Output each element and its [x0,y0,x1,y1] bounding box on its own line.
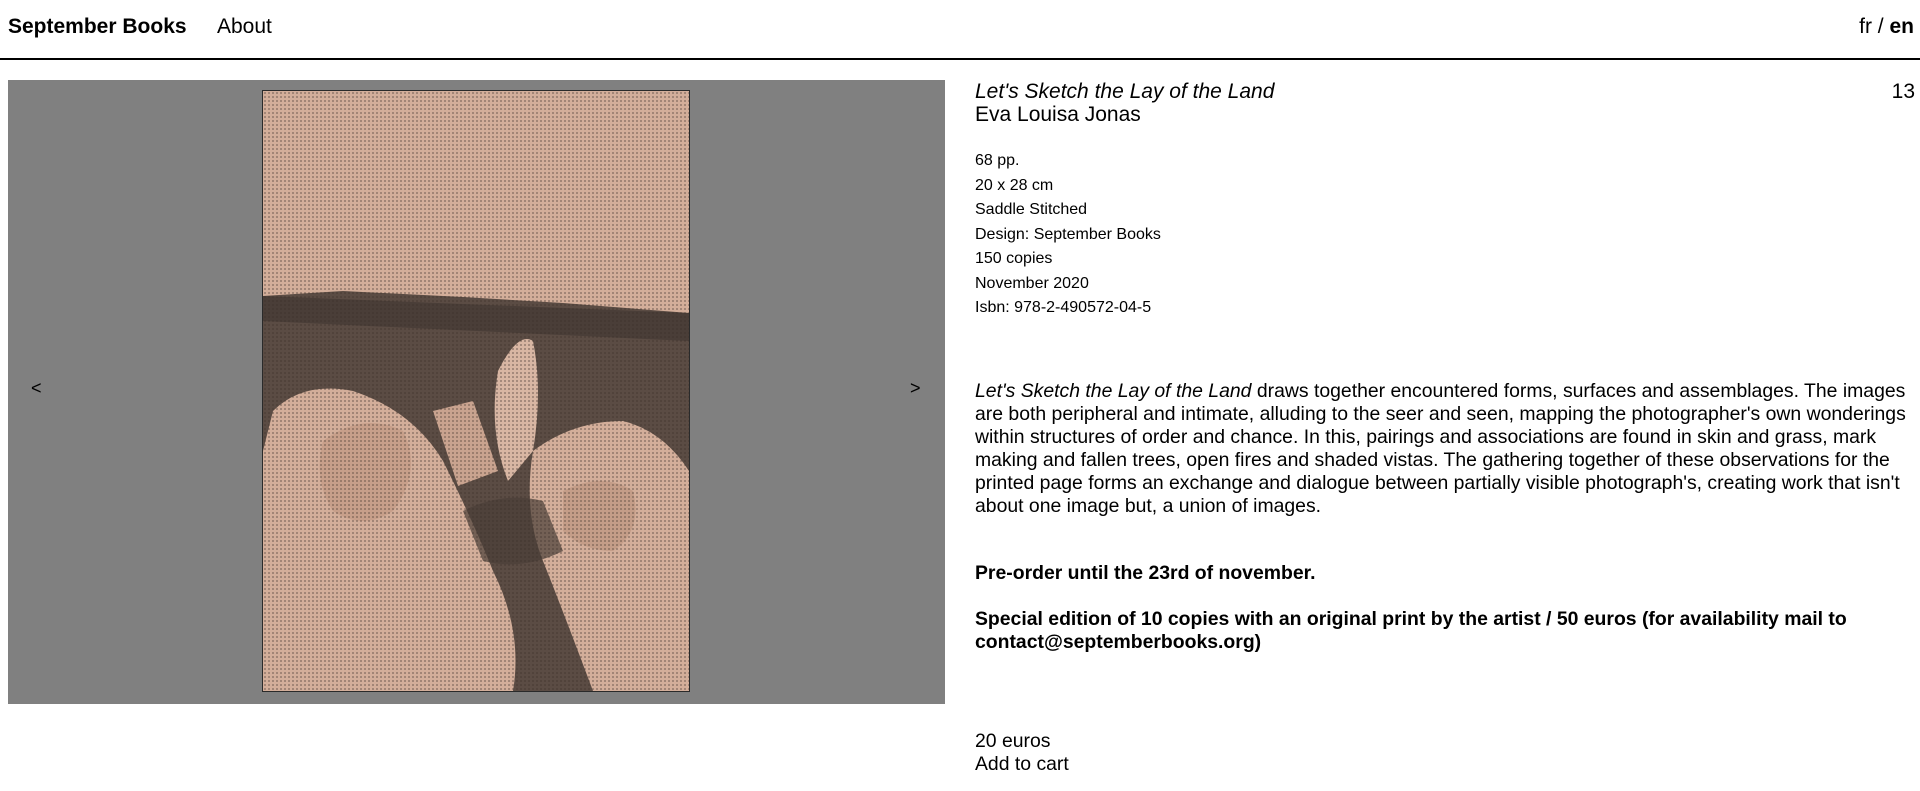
book-title: Let's Sketch the Lay of the Land [975,80,1275,103]
spec-date: November 2020 [975,274,1089,292]
book-description [975,380,1920,518]
book-number: 13 [1891,80,1915,103]
lang-separator: / [1871,15,1890,38]
spec-binding: Saddle Stitched [975,201,1088,218]
brand-link[interactable]: September Books [8,15,187,38]
next-image-button[interactable]: > [910,378,921,398]
book-cover-image [262,90,690,692]
site-header [0,0,1920,60]
previous-image-button[interactable]: < [31,378,42,398]
lang-en-link[interactable]: en [1889,15,1914,38]
language-switcher [1859,15,1914,39]
spec-design: Design: September Books [975,225,1161,243]
description-title: Let's Sketch the Lay of the Land [975,380,1252,402]
description-text: draws together encountered forms, surfaces and assemblages. The images are both peripheral and intimate, alluding to the seer and seen, mapping the photographer's own wonderings within structures of order and chance. In this, pairings and associations are found in skin and grass, mark making and fallen trees, open fires and shaded vistas. The gathering together of these observations for the printed page forms an exchange and dialogue between partially visible photograph's, creating work that isn't about one image but, a union of images. [975,380,1906,517]
about-link[interactable]: About [217,15,272,38]
spec-pages: 68 pp. [975,152,1020,169]
price: 20 euros [975,730,1051,752]
preorder-notice: Pre-order until the 23rd of november. [975,562,1316,584]
lang-fr-link[interactable]: fr [1859,15,1872,38]
book-author: Eva Louisa Jonas [975,103,1141,126]
special-edition-notice: Special edition of 10 copies with an original print by the artist / 50 euros (for availability mail to contact@septemberbooks.org) [975,608,1847,653]
add-to-cart-button[interactable]: Add to cart [975,753,1069,775]
book-specs [975,149,1161,321]
spec-isbn: Isbn: 978-2-490572-04-5 [975,299,1152,316]
image-gallery [8,80,945,704]
spec-copies: 150 copies [975,250,1053,267]
spec-dimensions: 20 x 28 cm [975,176,1054,194]
